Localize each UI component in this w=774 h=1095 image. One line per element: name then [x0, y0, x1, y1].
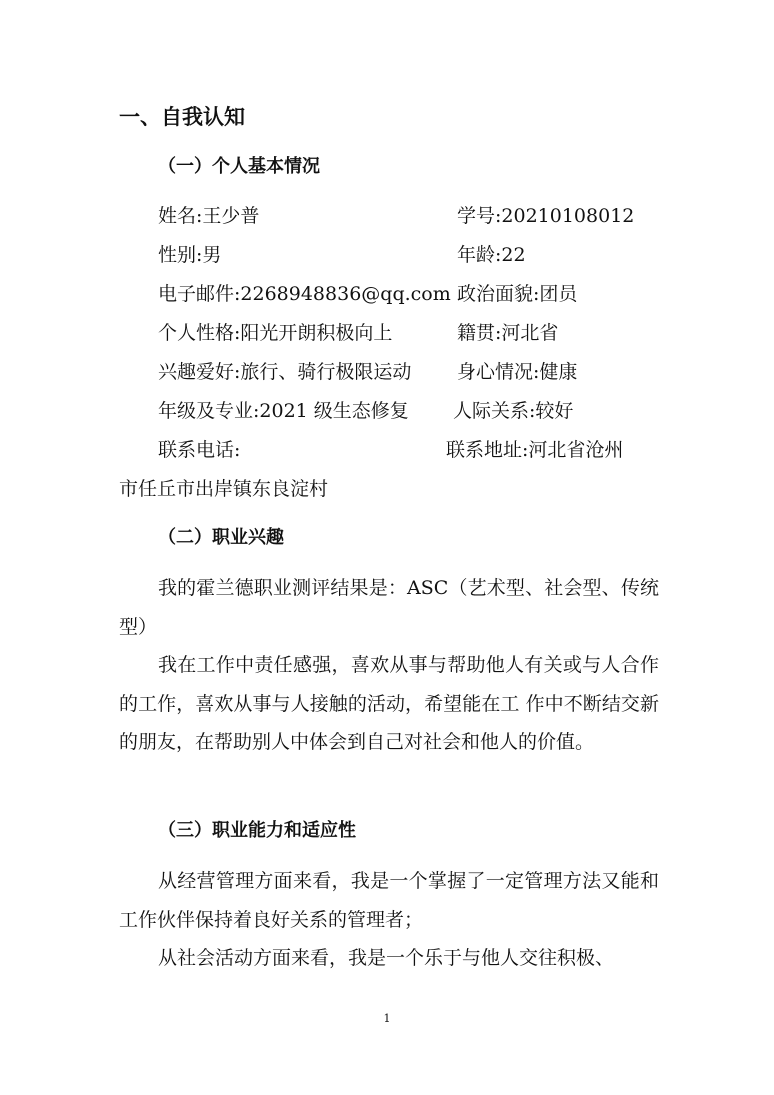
page-number: 1 [383, 1012, 391, 1025]
field-address-continued: 市任丘市出岸镇东良淀村 [119, 478, 329, 500]
field-name: 姓名:王少普 [158, 205, 260, 227]
paragraph-management: 从经营管理方面来看，我是一个掌握了一定管理方法又能和工作伙伴保持着良好关系的管理者； [119, 870, 659, 931]
field-address: 联系地址:河北省沧州 [446, 439, 624, 461]
field-hobbies: 兴趣爱好:旅行、骑行极限运动 [158, 361, 412, 383]
heading-career-interest: （二）职业兴趣 [158, 527, 284, 548]
field-phone: 联系电话: [158, 439, 241, 461]
paragraph-holland-result: 我的霍兰德职业测评结果是：ASC（艺术型、社会型、传统型） [119, 577, 659, 638]
field-political-status: 政治面貌:团员 [457, 283, 578, 305]
field-native-place: 籍贯:河北省 [457, 322, 559, 344]
field-health: 身心情况:健康 [457, 361, 578, 383]
paragraph-work-preference: 我在工作中责任感强，喜欢从事与帮助他人有关或与人合作的工作，喜欢从事与人接触的活动，希望能在工 作中不断结交新的朋友，在帮助别人中体会到自己对社会和他人的价值。 [119, 654, 659, 753]
heading-ability-adaptability: （三）职业能力和适应性 [158, 820, 356, 841]
paragraph-social-activity: 从社会活动方面来看，我是一个乐于与他人交往积极、 [158, 947, 615, 969]
field-gender: 性别:男 [158, 244, 222, 266]
field-relationships: 人际关系:较好 [453, 400, 574, 422]
field-student-id: 学号:20210108012 [457, 205, 635, 227]
field-email: 电子邮件:2268948836@qq.com [158, 283, 451, 305]
heading-self-awareness: 一、自我认知 [119, 105, 245, 129]
heading-basic-info: （一）个人基本情况 [158, 156, 320, 177]
field-grade-major: 年级及专业:2021 级生态修复 [158, 400, 409, 422]
field-personality: 个人性格:阳光开朗积极向上 [158, 322, 393, 344]
field-age: 年龄:22 [457, 244, 526, 266]
